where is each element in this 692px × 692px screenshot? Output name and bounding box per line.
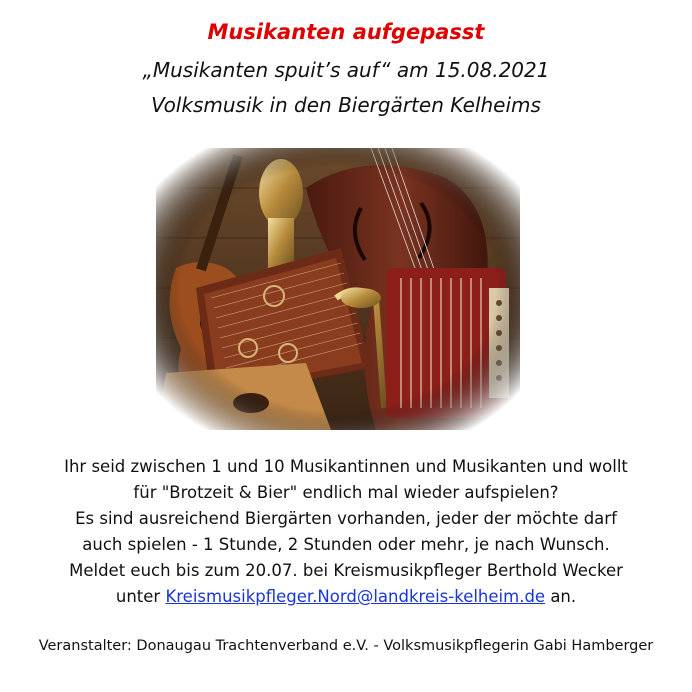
body-line: Meldet euch bis zum 20.07. bei Kreismusikpfleger Berthold Wecker [69, 561, 623, 580]
body-line: Es sind ausreichend Biergärten vorhanden, jeder der möchte darf [75, 509, 617, 528]
contact-line [0, 584, 692, 610]
instruments-photo [156, 148, 520, 430]
contact-suffix: an. [545, 587, 577, 606]
subtitle-event-date: „Musikanten spuit’s auf“ am 15.08.2021 [142, 58, 550, 82]
email-link[interactable]: Kreismusikpfleger.Nord@landkreis-kelheim.de [165, 587, 546, 606]
invitation-text [0, 454, 692, 610]
subtitle-event-description: Volksmusik in den Biergärten Kelheims [151, 93, 541, 117]
body-line: für "Brotzeit & Bier" endlich mal wieder aufspielen? [133, 483, 559, 502]
contact-prefix: unter [115, 587, 166, 606]
body-line: auch spielen - 1 Stunde, 2 Stunden oder mehr, je nach Wunsch. [82, 535, 610, 554]
body-line: Ihr seid zwischen 1 und 10 Musikantinnen und Musikanten und wollt [64, 457, 628, 476]
heading: Musikanten aufgepasst [207, 20, 485, 44]
organizer-footer: Veranstalter: Donaugau Trachtenverband e.V. - Volksmusikpflegerin Gabi Hamberger [38, 638, 654, 654]
